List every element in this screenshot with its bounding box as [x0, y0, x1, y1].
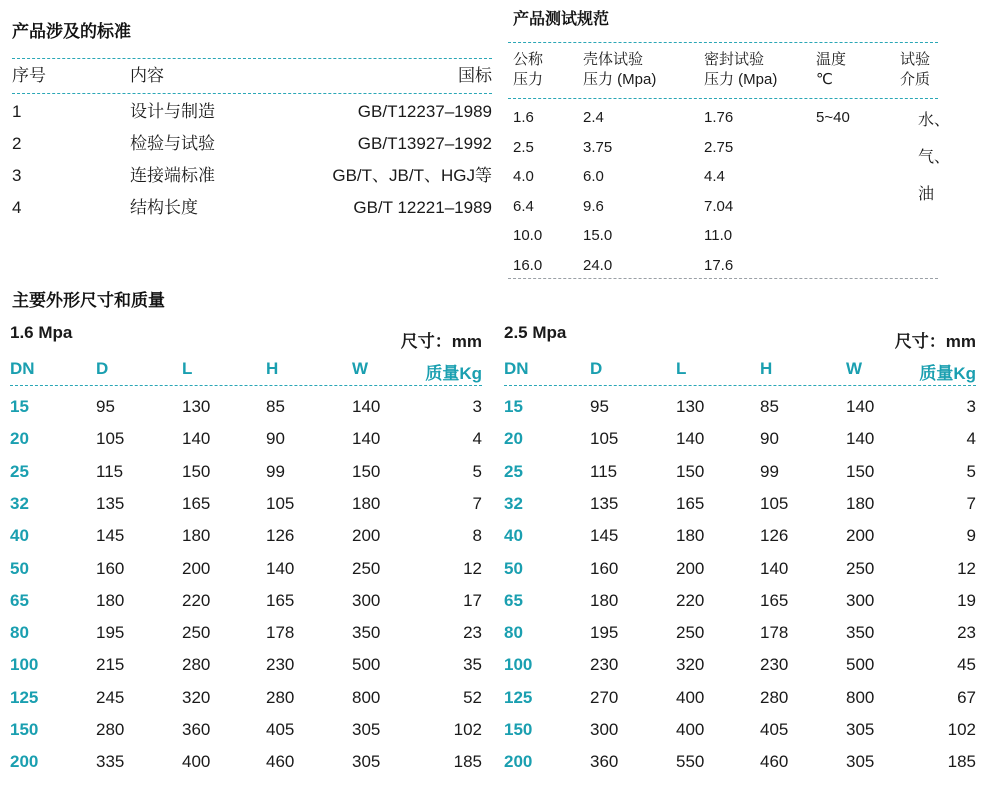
dims-header-cell: D	[96, 359, 109, 378]
dims-row	[504, 553, 976, 585]
dims-cell: 350	[846, 623, 875, 643]
dims-cell: 150	[182, 461, 211, 481]
dims-dn: 65	[10, 590, 29, 610]
dims-row	[504, 585, 976, 617]
dims-cell: 280	[96, 720, 125, 739]
test-header-line: 密封试验	[704, 51, 765, 68]
dims-cell: 460	[760, 752, 789, 772]
dims-dn: 200	[504, 752, 533, 772]
standards-content: 连接端标准	[130, 166, 215, 185]
test-header-cell	[816, 50, 846, 90]
dims-cell: 300	[352, 590, 381, 610]
dims-row	[10, 617, 482, 649]
dims-row	[10, 649, 482, 681]
dims-cell: 135	[96, 493, 125, 513]
dims-header-weight: 质量Kg	[919, 364, 976, 383]
dims-dn: 100	[10, 655, 39, 675]
dims-cell: 280	[182, 655, 211, 675]
dims-cell: 360	[182, 720, 211, 739]
dims-cell: 115	[590, 461, 618, 481]
standards-header-row	[12, 63, 492, 89]
dims-cell: 405	[760, 720, 789, 739]
dims-dn: 40	[10, 526, 29, 546]
dims-cell: 140	[760, 558, 789, 578]
dims-weight: 23	[957, 623, 976, 643]
dims-header-cell: L	[676, 359, 687, 378]
dims-weight: 102	[453, 720, 482, 739]
dims-header-cell: H	[266, 359, 279, 378]
divider	[504, 385, 976, 386]
standards-code: GB/T 12221–1989	[353, 198, 492, 217]
dims-cell: 105	[590, 429, 619, 449]
dims-cell: 200	[676, 558, 705, 578]
dims-row	[504, 714, 976, 746]
dims-row	[10, 714, 482, 746]
dims-cell: 180	[96, 590, 125, 610]
standards-title: 产品涉及的标准	[12, 22, 131, 41]
test-header-cell	[513, 50, 543, 90]
dims-cell: 200	[182, 558, 211, 578]
unit-label: 尺寸：mm	[400, 332, 482, 351]
test-cell: 4.0	[513, 168, 534, 185]
test-row	[513, 192, 943, 221]
divider	[12, 93, 492, 94]
dims-row	[504, 682, 976, 714]
dims-cell: 140	[846, 397, 875, 416]
dims-dn: 32	[10, 493, 29, 513]
dims-cell: 140	[676, 429, 705, 449]
dims-weight: 52	[463, 687, 482, 707]
dims-row	[504, 456, 976, 488]
test-cell: 3.75	[583, 138, 613, 156]
dims-cell: 150	[846, 461, 875, 481]
dims-row	[504, 423, 976, 455]
dims-cell: 305	[352, 752, 381, 772]
standards-code: GB/T12237–1989	[357, 102, 492, 121]
dims-weight: 67	[957, 687, 976, 707]
test-header-line: ℃	[816, 71, 833, 88]
dims-weight: 9	[966, 526, 976, 546]
dims-dn: 15	[10, 397, 29, 416]
dims-row	[504, 488, 976, 520]
dims-cell: 115	[96, 461, 124, 481]
dims-row	[504, 391, 976, 423]
test-header-line: 公称	[513, 51, 544, 68]
test-cell: 1.76	[704, 109, 734, 126]
divider	[508, 278, 938, 279]
dims-cell: 500	[846, 655, 875, 675]
test-media-item: 油	[918, 186, 935, 203]
dims-dn: 32	[504, 493, 523, 513]
dims-cell: 360	[590, 752, 619, 772]
test-temperature: 5~40	[816, 109, 850, 126]
dims-header-cell: H	[760, 359, 773, 378]
dims-cell: 165	[182, 493, 211, 513]
standards-row	[12, 99, 492, 125]
test-cell: 6.4	[513, 197, 534, 215]
dims-weight: 4	[472, 429, 482, 449]
dims-dn: 125	[10, 687, 39, 707]
dims-dn: 80	[10, 623, 29, 643]
dims-dn: 50	[504, 558, 523, 578]
dims-cell: 335	[96, 752, 125, 772]
dims-cell: 270	[590, 687, 619, 707]
dims-cell: 400	[182, 752, 211, 772]
dims-cell: 140	[182, 429, 211, 449]
dims-cell: 90	[760, 429, 779, 449]
dims-cell: 220	[182, 590, 211, 610]
standards-row	[12, 163, 492, 189]
test-row	[513, 103, 943, 132]
dims-cell: 145	[590, 526, 619, 546]
test-media-item: 水、	[918, 112, 951, 129]
dims-dn: 100	[504, 655, 533, 675]
dims-cell: 130	[182, 397, 211, 416]
test-title: 产品测试规范	[513, 11, 610, 28]
dims-row	[10, 746, 482, 778]
standards-row	[12, 131, 492, 157]
dims-row	[10, 488, 482, 520]
dims-weight: 4	[966, 429, 976, 449]
dims-weight: 45	[957, 655, 976, 675]
standards-content: 检验与试验	[130, 134, 215, 153]
standards-seq: 1	[12, 102, 22, 121]
dims-cell: 400	[676, 720, 705, 739]
divider	[12, 58, 492, 59]
dims-row	[10, 456, 482, 488]
dims-cell: 350	[352, 623, 381, 643]
dims-cell: 178	[760, 623, 789, 643]
dims-weight: 17	[463, 590, 482, 610]
dims-weight: 185	[947, 752, 976, 772]
dims-weight: 23	[463, 623, 482, 643]
dims-cell: 126	[760, 526, 789, 546]
dims-cell: 230	[266, 655, 295, 675]
test-cell: 16.0	[513, 256, 543, 274]
dims-row	[504, 746, 976, 778]
test-cell: 7.04	[704, 197, 734, 215]
dims-weight: 35	[463, 655, 482, 675]
dims-cell: 220	[676, 590, 705, 610]
dims-cell: 305	[352, 720, 381, 739]
header-national-standard: 国标	[458, 66, 492, 85]
test-row	[513, 133, 943, 162]
dims-dn: 125	[504, 687, 533, 707]
pressure-label: 2.5 Mpa	[504, 323, 567, 342]
standards-content: 设计与制造	[130, 102, 215, 121]
dims-cell: 200	[352, 526, 381, 546]
dims-cell: 85	[760, 397, 779, 416]
test-cell: 17.6	[704, 256, 734, 274]
unit-label: 尺寸：mm	[894, 332, 976, 351]
dims-row	[504, 649, 976, 681]
standards-content: 结构长度	[130, 198, 198, 217]
dims-cell: 800	[352, 687, 381, 707]
test-cell: 2.4	[583, 109, 604, 126]
dims-cell: 230	[590, 655, 619, 675]
dims-cell: 305	[846, 752, 875, 772]
dims-cell: 85	[266, 397, 285, 416]
test-header-line: 压力	[513, 71, 544, 88]
dims-cell: 195	[96, 623, 125, 643]
dims-row	[10, 553, 482, 585]
dims-dn: 20	[504, 429, 523, 449]
dims-cell: 160	[96, 558, 125, 578]
dims-cell: 405	[266, 720, 295, 739]
test-header-cell	[900, 50, 930, 90]
dims-dn: 150	[504, 720, 533, 739]
dims-cell: 180	[182, 526, 211, 546]
test-header-line: 试验	[900, 51, 931, 68]
dims-cell: 800	[846, 687, 875, 707]
test-cell: 2.75	[704, 138, 734, 156]
dims-weight: 19	[957, 590, 976, 610]
dims-cell: 400	[676, 687, 705, 707]
dims-dn: 25	[504, 461, 523, 481]
standards-seq: 3	[12, 166, 22, 185]
dims-header-cell: D	[590, 359, 603, 378]
test-row	[513, 162, 943, 191]
dims-cell: 300	[590, 720, 619, 739]
dims-dn: 150	[10, 720, 39, 739]
divider	[508, 42, 938, 43]
dims-cell: 180	[352, 493, 381, 513]
dims-cell: 105	[760, 493, 789, 513]
header-seq: 序号	[12, 66, 46, 85]
dims-dn: 15	[504, 397, 523, 416]
dims-cell: 215	[96, 655, 125, 675]
test-cell: 11.0	[704, 227, 733, 244]
dims-cell: 300	[846, 590, 875, 610]
dims-cell: 165	[760, 590, 789, 610]
dims-row	[10, 682, 482, 714]
dims-cell: 160	[590, 558, 619, 578]
dims-cell: 140	[352, 397, 381, 416]
dims-cell: 250	[676, 623, 705, 643]
dims-cell: 95	[96, 397, 115, 416]
test-row	[513, 251, 943, 280]
test-header-line: 温度	[816, 51, 847, 68]
dims-header-cell: DN	[504, 359, 529, 378]
dims-cell: 105	[266, 493, 295, 513]
dims-weight: 8	[472, 526, 482, 546]
standards-seq: 2	[12, 134, 22, 153]
test-cell: 24.0	[583, 256, 613, 274]
dims-cell: 200	[846, 526, 875, 546]
header-content: 内容	[130, 66, 164, 85]
divider	[508, 98, 938, 99]
dims-cell: 280	[266, 687, 295, 707]
dims-cell: 165	[676, 493, 705, 513]
dims-cell: 150	[352, 461, 381, 481]
test-header-line: 压力 (Mpa)	[704, 71, 778, 88]
test-header-cell	[583, 50, 656, 90]
test-header-line: 压力 (Mpa)	[583, 71, 657, 88]
dims-cell: 99	[266, 461, 285, 481]
dims-dn: 25	[10, 461, 29, 481]
test-cell: 4.4	[704, 168, 725, 185]
dims-weight: 5	[472, 461, 482, 481]
dims-cell: 135	[590, 493, 619, 513]
dims-cell: 195	[590, 623, 619, 643]
test-cell: 15.0	[583, 227, 613, 244]
dims-header-weight: 质量Kg	[425, 364, 482, 383]
test-header-line: 介质	[900, 71, 931, 88]
dims-dn: 200	[10, 752, 39, 772]
test-cell: 6.0	[583, 168, 604, 185]
dims-dn: 40	[504, 526, 523, 546]
standards-row	[12, 195, 492, 221]
dims-header-cell: DN	[10, 359, 35, 378]
dims-cell: 95	[590, 397, 609, 416]
dims-cell: 145	[96, 526, 125, 546]
dims-header-cell: W	[846, 359, 863, 378]
standards-seq: 4	[12, 198, 22, 217]
test-media-item: 气、	[918, 149, 951, 166]
dims-cell: 180	[846, 493, 875, 513]
dims-cell: 99	[760, 461, 779, 481]
dims-cell: 180	[676, 526, 705, 546]
dims-dn: 50	[10, 558, 29, 578]
dims-cell: 230	[760, 655, 789, 675]
standards-code: GB/T、JB/T、HGJ等	[332, 166, 492, 185]
dims-cell: 90	[266, 429, 285, 449]
dims-dn: 65	[504, 590, 523, 610]
test-header-cell	[704, 50, 777, 90]
dims-title: 主要外形尺寸和质量	[12, 291, 165, 310]
dims-row	[504, 520, 976, 552]
dims-cell: 130	[676, 397, 705, 416]
dims-row	[10, 391, 482, 423]
divider	[10, 385, 482, 386]
dims-cell: 140	[352, 429, 381, 449]
dims-cell: 250	[846, 558, 875, 578]
dims-cell: 150	[676, 461, 705, 481]
dims-cell: 105	[96, 429, 125, 449]
dims-cell: 165	[266, 590, 295, 610]
test-cell: 10.0	[513, 227, 543, 244]
dims-cell: 500	[352, 655, 381, 675]
dims-weight: 5	[966, 461, 976, 481]
dims-weight: 102	[947, 720, 976, 739]
standards-code: GB/T13927–1992	[357, 134, 492, 153]
dims-header-cell: W	[352, 359, 369, 378]
dims-weight: 12	[957, 558, 976, 578]
test-header-line: 壳体试验	[583, 51, 644, 68]
dims-header-cell: L	[182, 359, 193, 378]
dims-cell: 140	[266, 558, 295, 578]
dims-row	[10, 585, 482, 617]
dims-weight: 12	[463, 558, 482, 578]
dims-weight: 3	[472, 397, 482, 416]
dims-weight: 7	[472, 493, 482, 513]
dims-cell: 245	[96, 687, 125, 707]
test-row	[513, 221, 943, 250]
dims-cell: 280	[760, 687, 789, 707]
dims-cell: 250	[182, 623, 211, 643]
dims-cell: 126	[266, 526, 295, 546]
dims-cell: 550	[676, 752, 705, 772]
dims-cell: 250	[352, 558, 381, 578]
dims-cell: 320	[182, 687, 211, 707]
dims-weight: 185	[453, 752, 482, 772]
dims-row	[504, 617, 976, 649]
test-cell: 1.6	[513, 109, 534, 126]
dims-row	[10, 423, 482, 455]
test-cell: 9.6	[583, 197, 604, 215]
dims-cell: 140	[846, 429, 875, 449]
pressure-label: 1.6 Mpa	[10, 323, 73, 342]
dims-weight: 7	[966, 493, 976, 513]
dims-cell: 460	[266, 752, 295, 772]
dims-cell: 178	[266, 623, 295, 643]
dims-cell: 180	[590, 590, 619, 610]
dims-dn: 20	[10, 429, 29, 449]
dims-row	[10, 520, 482, 552]
dims-dn: 80	[504, 623, 523, 643]
test-cell: 2.5	[513, 138, 534, 156]
dims-weight: 3	[966, 397, 976, 416]
dims-cell: 320	[676, 655, 705, 675]
dims-cell: 305	[846, 720, 875, 739]
